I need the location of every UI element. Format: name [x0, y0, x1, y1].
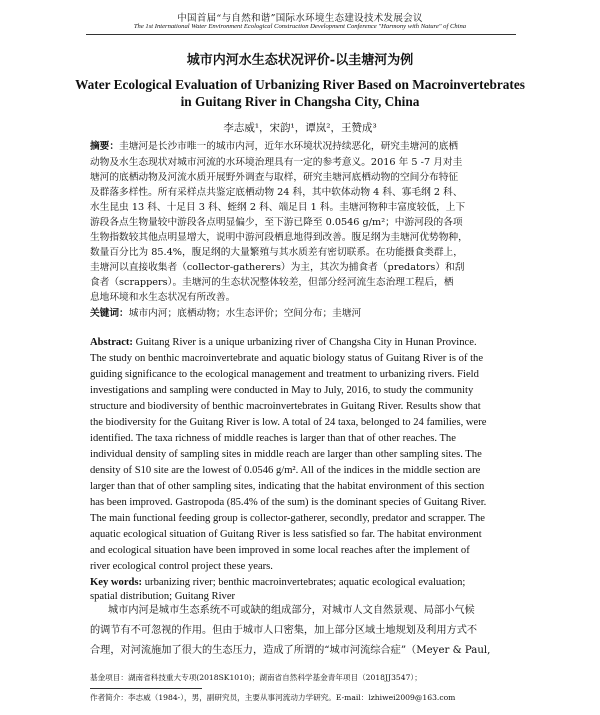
abstract-cn-line: 圭塘河以直接收集者（collector-gatherers）为主，其次为捕食者（predators）和刮	[90, 262, 465, 273]
abstract-en-line: river ecological control project these years.	[90, 561, 273, 572]
abstract-cn-line: 食者（scrappers）。圭塘河的生态状况整体较差，但部分经河流生态治理工程后，栖	[90, 277, 454, 288]
keywords-en	[90, 576, 530, 589]
abstract-en-line: and ecological situation have been improved in some local reaches after the implement of	[90, 545, 470, 556]
body-line: 城市内河是城市生态系统不可或缺的组成部分，对城市人文自然景观、局部小气候	[108, 605, 475, 616]
authors: 李志威¹，宋韵¹，谭岚²，王赞成³	[223, 122, 377, 134]
keywords-cn-label: 关键词：	[90, 308, 129, 319]
abstract-cn-line: 及群落多样性。所有采样点共鉴定底栖动物 24 科，其中软体动物 4 科、寡毛纲 2 科、	[90, 187, 463, 198]
abstract-cn-line: 游段各点生物量较中游段各点明显偏少，至下游已降至 0.0546 g/m²；中游河段的各项	[90, 217, 463, 228]
abstract-en-line: aquatic ecological situation of Guitang River is less satisfied so far. The habitat environment	[90, 529, 482, 540]
abstract-cn-line	[90, 141, 530, 153]
abstract-en-line	[90, 336, 530, 349]
abstract-cn-line: 生物指数较其他点明显增大，说明中游河段栖息地得到改善。腹足纲为圭塘河优势物种，	[90, 232, 468, 243]
abstract-en-line: individual density of sampling sites in middle reach are larger than other sampling sites. The	[90, 449, 482, 460]
abstract-en-line: The main functional feeding group is collector-gatherer, secondly, predator and scrapper. The	[90, 513, 486, 524]
title-en-line: Water Ecological Evaluation of Urbanizing River Based on Macroinvertebrates	[75, 77, 525, 92]
keywords-en-line2: spatial distribution; Guitang River	[90, 591, 236, 602]
abstract-cn-label: 摘要：	[90, 141, 120, 152]
abstract-cn-text: 圭塘河是长沙市唯一的城市内河，近年水环境状况持续恶化，研究圭塘河的底栖	[119, 141, 459, 152]
keywords-cn	[90, 308, 530, 320]
conference-header-cn: 中国首届“与自然和谐”国际水环境生态建设技术发展会议	[177, 13, 423, 24]
abstract-en-line: structure and biodiversity of benthic macroinvertebrates in Guitang River. Results show that	[90, 401, 481, 412]
abstract-en-line: investigations and sampling were conducted in May to July, 2016, to study the community	[90, 385, 474, 396]
header-rule	[86, 34, 516, 35]
abstract-cn-line: 数量百分比为 85.4%，腹足纲的大量繁殖与其水质差有密切联系。在功能摄食类群上，	[90, 247, 463, 258]
abstract-en-line: the biodiversity for the Guitang River is low. A total of 24 taxa, belonged to 24 families, were	[90, 417, 487, 428]
title-cn: 城市内河水生态状况评价-以圭塘河为例	[186, 53, 414, 68]
abstract-en-line: has been improved. Gastropoda (85.4% of the sum) is the dominant species of Guitang River.	[90, 497, 487, 508]
conference-header-en: The 1st International Water Environment Ecological Construction Development Conference "Harmony with Nature" of China	[133, 23, 467, 30]
abstract-cn-line: 水生昆虫 13 科、十足目 3 科、蛭纲 2 科、端足目 1 科。圭塘河物种丰富度较低，上下	[90, 202, 466, 213]
keywords-cn-text: 城市内河；底栖动物；水生态评价；空间分布；圭塘河	[128, 308, 362, 319]
keywords-en-label: Key words:	[90, 577, 143, 588]
body-line: 合理，对河流施加了很大的生态压力，造成了所谓的“城市河流综合症”（Meyer & Paul,	[90, 645, 491, 656]
abstract-cn-line: 塘河的底栖动物及河流水质开展野外调查与取样，研究圭塘河底栖动物的空间分布特征	[90, 172, 459, 183]
title-en-line: in Guitang River in Changsha City, China	[180, 94, 420, 109]
footnote-rule	[90, 688, 202, 689]
abstract-en-text: Guitang River is a unique urbanizing river of Changsha City in Hunan Province.	[132, 337, 477, 348]
body-line: 的调节有不可忽视的作用。但由于城市人口密集，加上部分区域土地规划及利用方式不	[90, 625, 478, 636]
footnote-author: 作者简介：李志威（1984-），男，副研究员，主要从事河流动力学研究。E-mail：lzhiwei2009@163.com	[90, 693, 456, 702]
abstract-cn-line: 息地环境和水生态状况有所改善。	[90, 292, 236, 303]
abstract-en-line: guiding significance to the ecological management and treatment to urbanizing rivers. Field	[90, 369, 479, 380]
keywords-en-text: urbanizing river; benthic macroinvertebrates; aquatic ecological evaluation;	[142, 577, 466, 588]
abstract-en-line: The study on benthic macroinvertebrate and aquatic biology status of Guitang River is of the	[90, 353, 484, 364]
abstract-en-line: density of S10 site are the lowest of 0.0546 g/m². All of the indices in the middle section are	[90, 465, 481, 476]
abstract-cn-line: 动物及水生态现状对城市河流的水环境治理具有一定的参考意义。2016 年 5 -7 月对圭	[90, 157, 463, 168]
abstract-en-line: identified. The taxa richness of middle reaches is larger than that of other reaches. The	[90, 433, 456, 444]
abstract-en-line: larger than that of other sampling sites, indicating that the habitat environment of this section	[90, 481, 485, 492]
footnote-fund: 基金项目：湖南省科技重大专项(2018SK1010)；湖南省自然科学基金青年项目（2018JJ3547）；	[90, 673, 422, 682]
abstract-en-label: Abstract:	[90, 337, 133, 348]
